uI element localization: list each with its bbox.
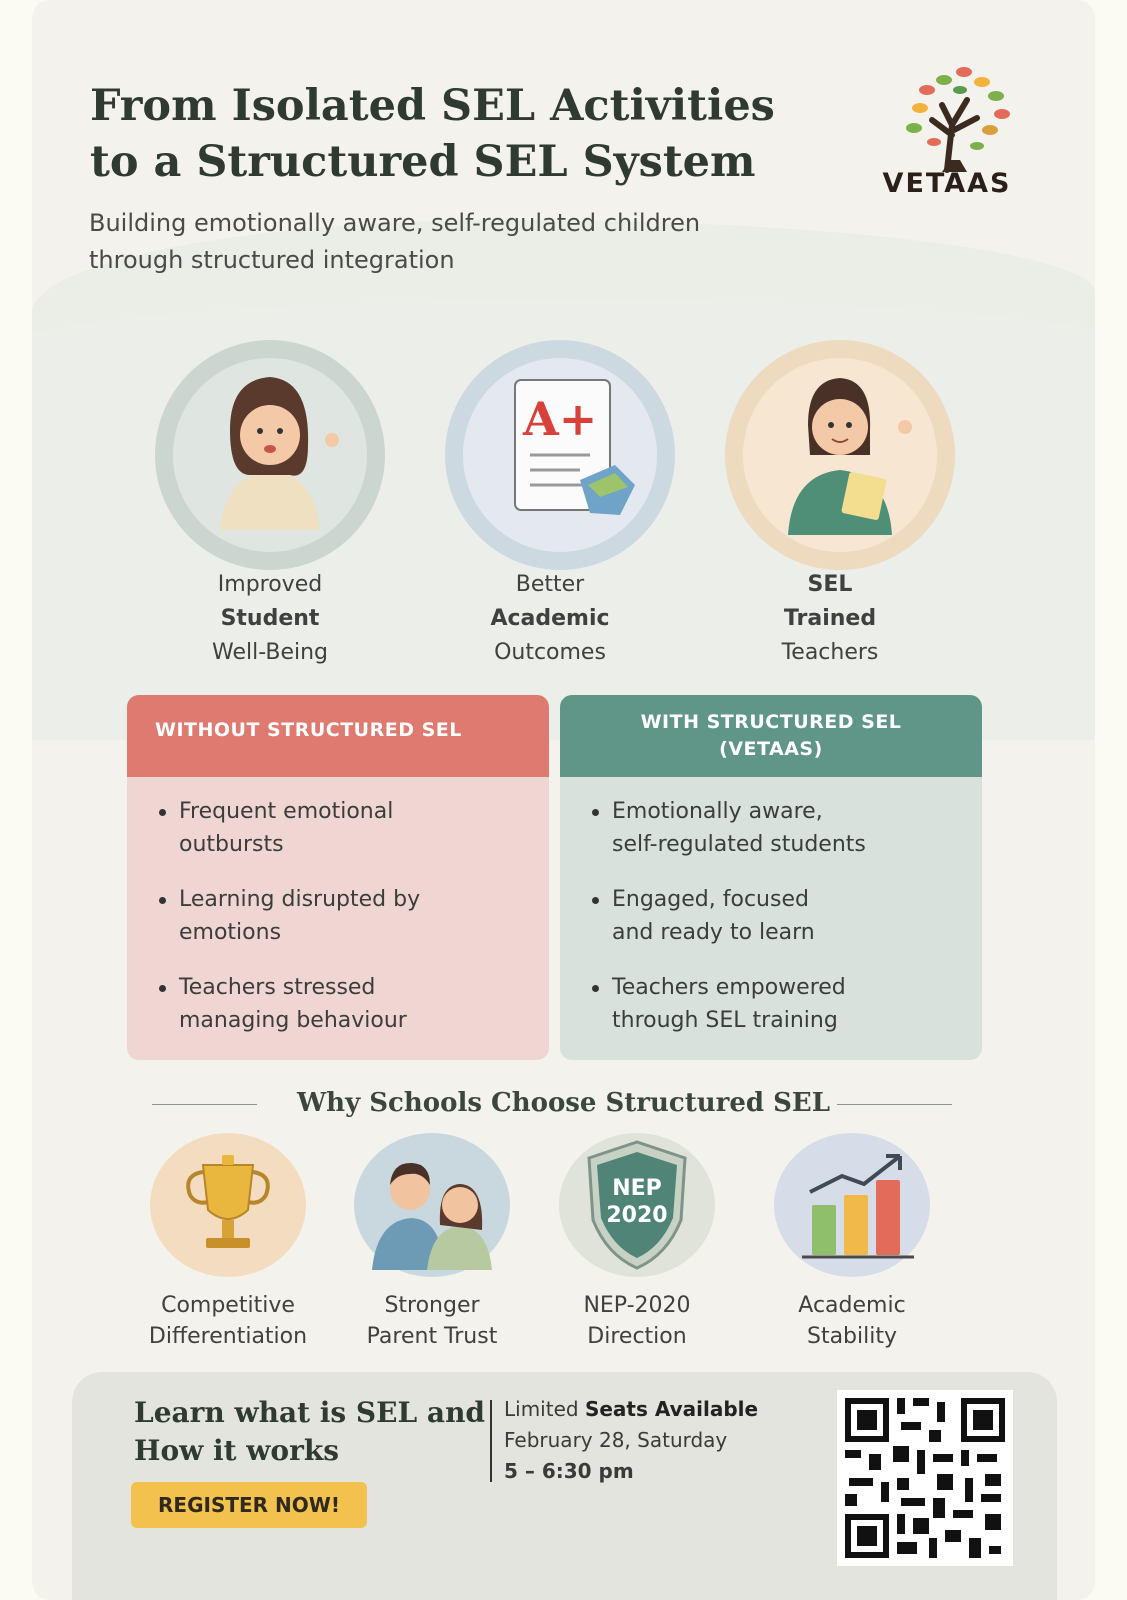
with-structured-sel-card bbox=[560, 695, 982, 1060]
learn-heading: Learn what is SEL and How it works bbox=[134, 1396, 486, 1467]
event-details bbox=[504, 1394, 804, 1487]
without-list bbox=[127, 795, 549, 1037]
list-item: Emotionally aware, self-regulated students bbox=[612, 795, 942, 861]
a-plus-report-icon bbox=[440, 335, 680, 575]
with-list bbox=[560, 795, 982, 1037]
nep-shield-icon bbox=[557, 1130, 717, 1280]
without-card-heading: WITHOUT STRUCTURED SEL bbox=[127, 695, 549, 777]
reason-academic-stability: Academic Stability bbox=[798, 1293, 906, 1349]
svg-text:2020: 2020 bbox=[606, 1203, 668, 1228]
teacher-icon bbox=[720, 335, 960, 575]
poster bbox=[32, 0, 1095, 1600]
list-item: Teachers empowered through SEL training bbox=[612, 971, 942, 1037]
qr-code-icon[interactable] bbox=[837, 1390, 1013, 1566]
why-heading: Why Schools Choose Structured SEL bbox=[296, 1088, 830, 1118]
list-item: Frequent emotional outbursts bbox=[179, 795, 509, 861]
list-item: Learning disrupted by emotions bbox=[179, 883, 509, 949]
growth-chart-icon bbox=[772, 1130, 932, 1280]
event-date: February 28, Saturday bbox=[504, 1428, 728, 1452]
trophy-icon bbox=[148, 1130, 308, 1280]
benefit-trained-teachers: SEL Trained Teachers bbox=[781, 572, 879, 665]
event-time: 5 – 6:30 pm bbox=[504, 1459, 634, 1483]
svg-text:A+: A+ bbox=[523, 392, 598, 446]
reason-parent-trust: Stronger Parent Trust bbox=[366, 1293, 498, 1349]
with-card-heading: WITH STRUCTURED SEL (VETAAS) bbox=[560, 695, 982, 777]
page-title: From Isolated SEL Activities to a Structured SEL System bbox=[90, 81, 775, 187]
svg-text:NEP: NEP bbox=[612, 1176, 662, 1201]
register-button[interactable]: REGISTER NOW! bbox=[131, 1482, 367, 1528]
calm-student-icon bbox=[150, 335, 390, 575]
parents-icon bbox=[352, 1130, 512, 1280]
without-structured-sel-card bbox=[127, 695, 549, 1060]
page-subtitle: Building emotionally aware, self-regulated children through structured integration bbox=[89, 209, 701, 274]
seats-text: Limited Seats Available bbox=[504, 1397, 759, 1421]
list-item: Teachers stressed managing behaviour bbox=[179, 971, 509, 1037]
divider bbox=[490, 1400, 492, 1482]
event-footer bbox=[72, 1372, 1057, 1600]
reason-competitive-differentiation: Competitive Differentiation bbox=[148, 1293, 308, 1349]
benefit-academic-outcomes: Better Academic Outcomes bbox=[490, 572, 610, 665]
benefit-student-wellbeing: Improved Student Well-Being bbox=[211, 572, 329, 665]
reason-nep-direction: NEP-2020 Direction bbox=[583, 1293, 691, 1349]
brand-name: VETAAS bbox=[882, 168, 1012, 199]
list-item: Engaged, focused and ready to learn bbox=[612, 883, 942, 949]
